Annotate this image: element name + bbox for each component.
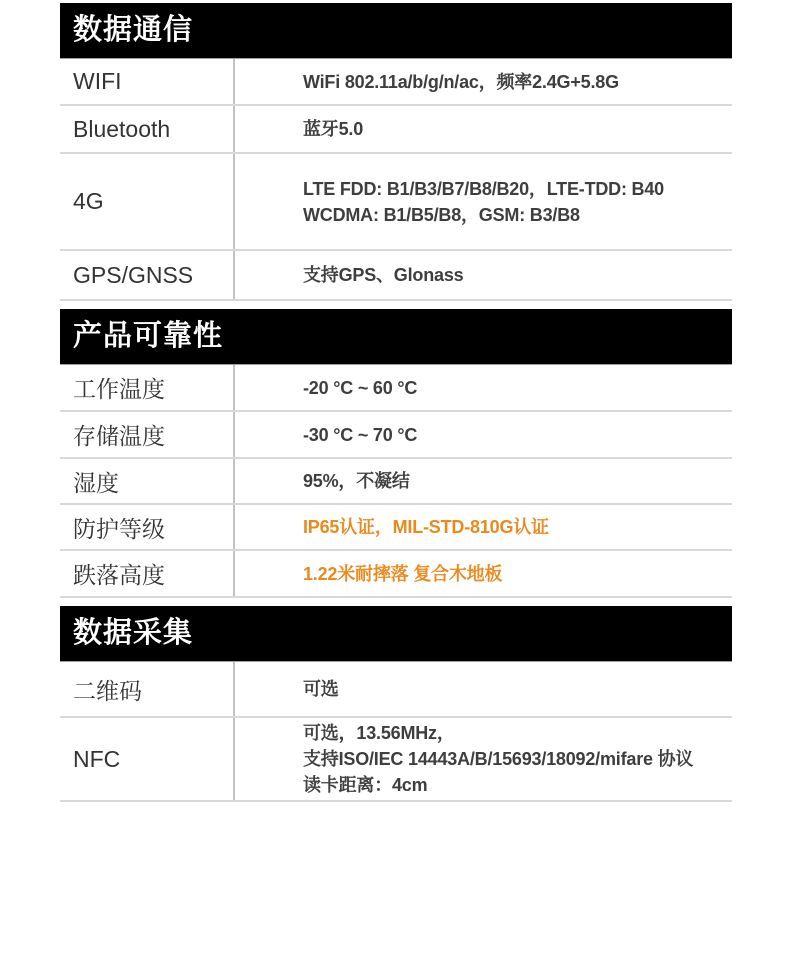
row-label: WIFI [73, 68, 122, 94]
value-line: 蓝牙5.0 [303, 119, 364, 139]
row-label: 二维码 [73, 677, 142, 704]
section-data-communication [60, 3, 732, 301]
row-label: GPS/GNSS [73, 261, 194, 288]
value-line: WCDMA: B1/B5/B8，GSM: B3/B8 [303, 204, 580, 225]
section-header [60, 3, 732, 59]
row-value [233, 251, 732, 299]
row-value [233, 662, 732, 716]
row-value [233, 551, 732, 596]
value-line: 支持GPS、Glonass [303, 265, 464, 285]
value-line: LTE FDD: B1/B3/B7/B8/B20，LTE-TDD: B40 [303, 178, 664, 199]
row-label: 工作温度 [73, 376, 165, 402]
value-line: -20 °C ~ 60 °C [303, 377, 418, 398]
row-value [233, 365, 732, 410]
value-line: 1.22米耐摔落 复合木地板 [303, 563, 503, 584]
spec-sheet [60, 3, 732, 802]
section-product-reliability [60, 309, 732, 598]
table-row-humidity [60, 459, 732, 505]
table-row-operating-temp [60, 365, 732, 412]
table-row-storage-temp [60, 412, 732, 459]
row-label: 4G [73, 188, 104, 214]
row-label: 跌落高度 [73, 562, 165, 588]
value-line: WiFi 802.11a/b/g/n/ac，频率2.4G+5.8G [303, 71, 619, 92]
value-line: 可选，13.56MHz， [303, 723, 455, 743]
row-value [233, 106, 732, 152]
row-label: NFC [73, 745, 121, 772]
row-value [233, 412, 732, 457]
table-row-qr-code [60, 662, 732, 718]
table-row-protection-rating [60, 505, 732, 551]
row-label: 湿度 [73, 469, 119, 496]
row-label: 防护等级 [73, 515, 165, 542]
table-row-bluetooth [60, 106, 732, 154]
value-line: -30 °C ~ 70 °C [303, 424, 418, 445]
table-row-gps-gnss [60, 251, 732, 301]
section-title: 产品可靠性 [73, 320, 224, 352]
row-label: 存储温度 [73, 423, 165, 449]
row-value [233, 154, 732, 249]
row-value [233, 459, 732, 503]
table-row-drop-height [60, 551, 732, 598]
value-line: 可选 [303, 679, 339, 699]
row-value [233, 718, 732, 800]
section-data-collection [60, 606, 732, 802]
table-row-wifi [60, 59, 732, 106]
table-row-nfc [60, 718, 732, 802]
section-title: 数据采集 [73, 617, 194, 649]
table-row-4g [60, 154, 732, 251]
value-line: IP65认证，MIL-STD-810G认证 [303, 517, 549, 537]
value-line: 读卡距离：4cm [303, 775, 428, 795]
row-value [233, 59, 732, 104]
section-title: 数据通信 [73, 14, 194, 46]
row-value [233, 505, 732, 549]
section-header [60, 606, 732, 662]
row-label: Bluetooth [73, 115, 171, 142]
value-line: 95%，不凝结 [303, 471, 410, 491]
value-line: 支持ISO/IEC 14443A/B/15693/18092/mifare 协议 [303, 749, 694, 769]
section-header [60, 309, 732, 365]
